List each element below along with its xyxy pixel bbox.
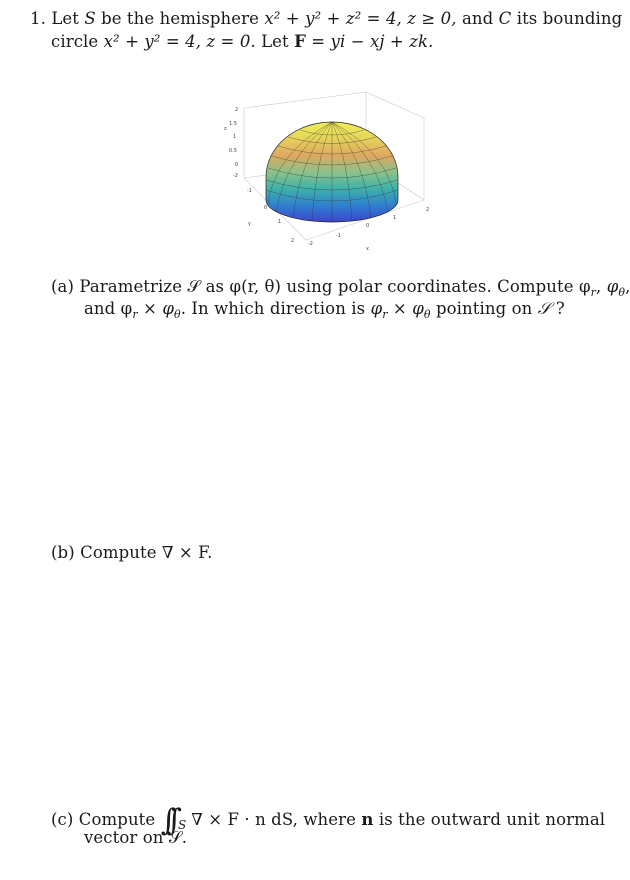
circle-equation: x² + y² = 4, z = 0. (103, 32, 256, 51)
z-tick: -2 (233, 173, 238, 179)
z-axis-label: z (224, 126, 227, 132)
y-axis-label: y (248, 221, 251, 227)
z-tick: 1.5 (229, 121, 237, 127)
part-c-line-2: vector on 𝒮. (84, 828, 188, 847)
problem-number: 1. (30, 9, 46, 28)
part-a-label: (a) (51, 277, 75, 296)
part-b-line (51, 543, 213, 562)
x-axis-label: x (366, 246, 369, 252)
problem-line-1: 1. Let S be the hemisphere x² + y² + z² = 4, z ≥ 0, and C its bounding (30, 9, 623, 28)
z-tick: 0 (235, 162, 239, 168)
x-tick: -2 (308, 241, 313, 247)
double-integral-symbol: ∫∫ (160, 803, 172, 838)
part-c-label: (c) (51, 810, 74, 829)
x-tick: 0 (366, 223, 370, 229)
y-tick: -1 (247, 188, 252, 194)
integral-subscript: S (178, 818, 187, 832)
y-tick: 1 (278, 219, 282, 225)
hemisphere-plot (216, 100, 436, 260)
z-tick: 2 (235, 107, 239, 113)
hemisphere-equation: x² + y² + z² = 4, z ≥ 0, (264, 9, 457, 28)
curve-symbol: C (498, 9, 512, 28)
field-symbol: F (294, 32, 306, 51)
z-tick: 1 (233, 134, 237, 140)
surface-symbol: S (84, 9, 96, 28)
z-tick: 0.5 (229, 148, 237, 154)
x-tick: -1 (336, 233, 341, 239)
field-equation: = yi − xj + zk. (305, 32, 434, 51)
problem-line-2: circle x² + y² = 4, z = 0. Let F = yi − xj + zk. (51, 32, 434, 51)
part-c-line-1: (c) Compute ∫∫ ∇ × F · n dS, where n is the outward unit normal (51, 803, 606, 838)
part-b-label: (b) (51, 543, 75, 562)
x-tick: 1 (393, 215, 397, 221)
y-tick: 2 (291, 238, 295, 244)
part-b-text: Compute ∇ × F. (80, 543, 213, 562)
part-a-line-1: (a) Parametrize 𝒮 as φ(r, θ) using polar coordinates. Compute $\varphi_r$, $\varphi_\theta$, (51, 277, 630, 299)
part-a-line-2: and $\varphi_r \times \varphi_\theta$. In which direction is $\varphi_r \times \varphi_\theta$ pointing on 𝒮 ? (84, 299, 565, 321)
y-tick: 0 (264, 205, 268, 211)
x-tick: 2 (426, 207, 430, 213)
